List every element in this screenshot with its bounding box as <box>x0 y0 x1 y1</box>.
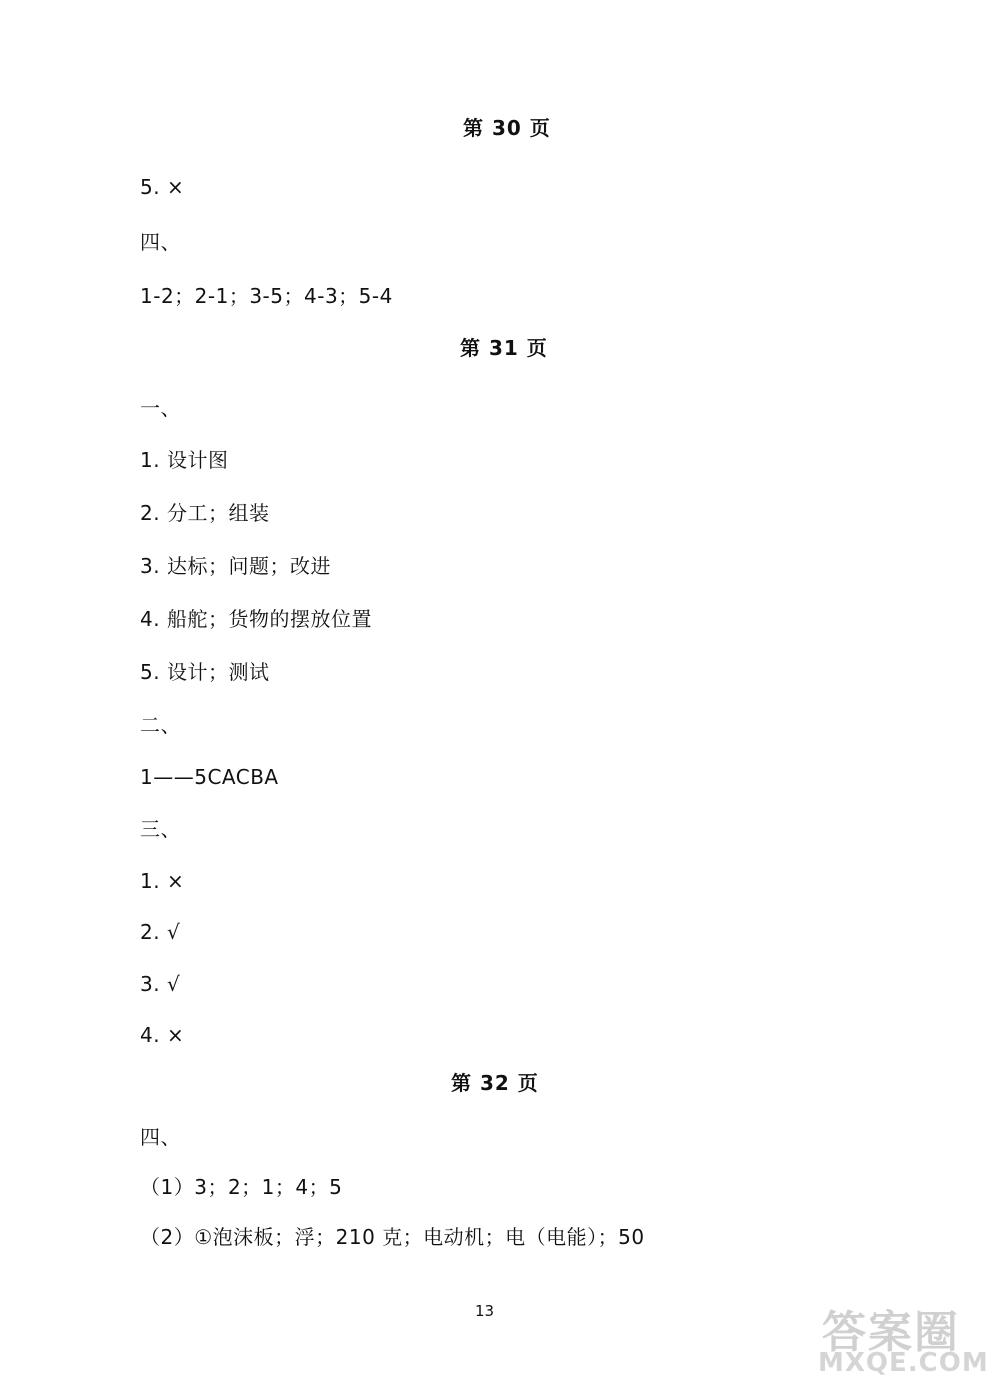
answer-line: 4. 船舵；货物的摆放位置 <box>140 607 372 631</box>
question-group-label: 一、 <box>140 396 181 420</box>
answer-line: 1-2；2-1；3-5；4-3；5-4 <box>140 284 393 308</box>
watermark-bottom-text: MXQE.COM <box>818 1348 989 1378</box>
question-group-label: 四、 <box>140 230 181 254</box>
answer-line: 5. × <box>140 175 185 199</box>
answer-line: 3. 达标；问题；改进 <box>140 554 331 578</box>
question-group-label: 二、 <box>140 713 181 737</box>
answer-line: （2）①泡沫板；浮；210 克；电动机；电（电能）；50 <box>140 1225 645 1249</box>
section-heading-page-30: 第 30 页 <box>463 116 551 140</box>
page-number: 13 <box>475 1302 495 1320</box>
answer-line: 5. 设计；测试 <box>140 660 270 684</box>
answer-line: 1. × <box>140 869 185 893</box>
question-group-label: 四、 <box>140 1125 181 1149</box>
section-heading-page-32: 第 32 页 <box>451 1071 539 1095</box>
answer-line: 2. 分工；组装 <box>140 501 270 525</box>
question-group-label: 三、 <box>140 817 181 841</box>
answer-line: 4. × <box>140 1023 185 1047</box>
answer-line: 2. √ <box>140 920 181 944</box>
answer-line: 3. √ <box>140 972 181 996</box>
answer-line: 1——5CACBA <box>140 765 279 789</box>
answer-line: （1）3；2；1；4；5 <box>140 1175 343 1199</box>
section-heading-page-31: 第 31 页 <box>460 336 548 360</box>
watermark-top-text: 答案圈 <box>822 1307 960 1358</box>
watermark-logo <box>818 1296 994 1380</box>
answer-line: 1. 设计图 <box>140 448 229 472</box>
